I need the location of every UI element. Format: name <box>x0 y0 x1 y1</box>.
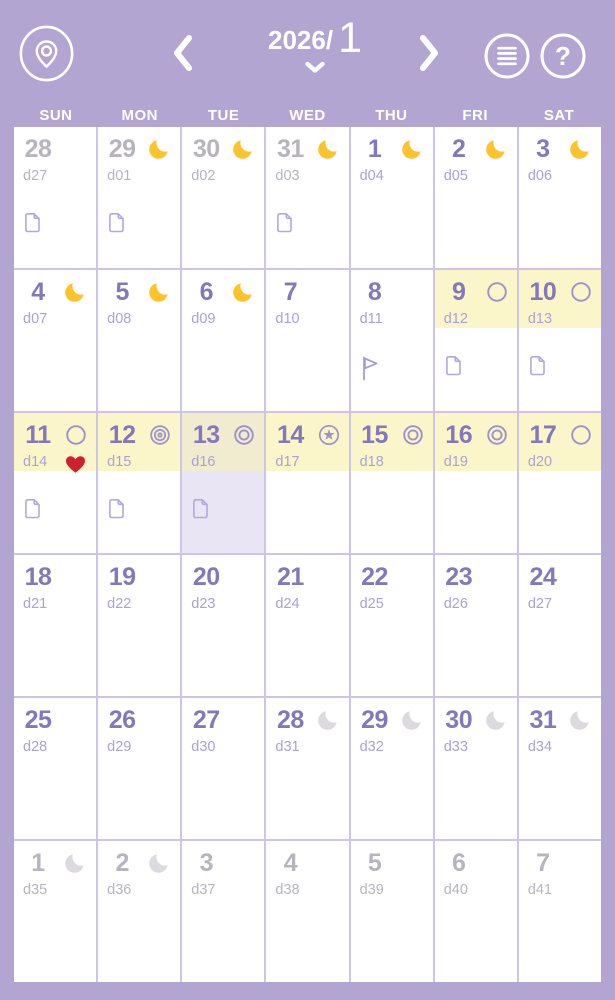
weekday-label: MON <box>121 106 159 124</box>
moon-icon <box>63 850 89 876</box>
day-number: 5 <box>367 849 382 878</box>
cell-event-icons <box>274 211 295 234</box>
cycle-day-label: d26 <box>443 596 468 613</box>
day-number: 27 <box>192 706 220 735</box>
cycle-day-label: d02 <box>191 168 216 184</box>
flag-icon <box>359 354 382 383</box>
weekday-label: THU <box>375 106 408 124</box>
day-number: 23 <box>445 563 473 592</box>
moon-icon <box>484 136 510 162</box>
calendar-cell-d31[interactable] <box>266 698 348 839</box>
calendar-cell-d02[interactable] <box>182 127 264 268</box>
note-icon <box>274 211 295 234</box>
cycle-day-label: d06 <box>527 168 553 184</box>
cycle-day-label: d39 <box>359 882 384 899</box>
cycle-day-label: d28 <box>23 739 48 756</box>
day-number: 1 <box>31 849 45 878</box>
day-number: 15 <box>361 420 388 449</box>
list-menu-icon <box>484 33 530 79</box>
cycle-day-label: d08 <box>107 310 132 327</box>
day-number: 8 <box>367 277 382 306</box>
calendar-cell-d09[interactable] <box>182 270 264 411</box>
calendar-cell-d08[interactable] <box>98 270 180 411</box>
weekday-label: SAT <box>543 106 575 124</box>
calendar-cell-d19[interactable] <box>435 413 517 554</box>
day-number: 9 <box>452 277 466 306</box>
year-label: 2026/ <box>268 25 334 55</box>
cell-event-icons <box>190 497 211 520</box>
day-number: 5 <box>115 277 129 306</box>
day-number: 24 <box>529 563 557 592</box>
day-number: 25 <box>24 706 52 735</box>
cycle-day-label: d36 <box>107 882 132 899</box>
cycle-day-label: d33 <box>443 739 468 756</box>
month-label: 1 <box>338 14 362 62</box>
day-number: 31 <box>277 135 304 163</box>
weekday-row <box>14 103 601 127</box>
note-icon <box>190 497 211 520</box>
day-number: 11 <box>25 420 51 449</box>
moon-icon <box>316 136 342 162</box>
month-year-title <box>268 16 362 60</box>
cell-event-icons <box>106 497 127 520</box>
star-mark-icon <box>316 422 342 448</box>
calendar-cell-d06[interactable] <box>519 127 601 268</box>
day-number: 26 <box>108 706 136 735</box>
calendar-cell-d05[interactable] <box>435 127 517 268</box>
cycle-day-label: d07 <box>23 310 48 327</box>
cycle-day-label: d32 <box>359 739 384 756</box>
cycle-day-label: d30 <box>191 739 216 756</box>
day-number: 13 <box>192 420 220 449</box>
day-number: 2 <box>115 849 129 878</box>
chevron-down-icon <box>304 61 326 74</box>
help-button[interactable] <box>540 33 586 79</box>
note-icon <box>106 211 127 234</box>
calendar-cell-d16[interactable] <box>182 413 264 554</box>
double-mark-icon <box>400 422 426 448</box>
day-number: 19 <box>108 563 136 592</box>
cycle-day-label: d27 <box>23 168 48 184</box>
day-number: 10 <box>529 277 557 306</box>
moon-icon <box>316 707 342 733</box>
calendar-cell-d04[interactable] <box>351 127 433 268</box>
next-month-button[interactable] <box>416 32 444 74</box>
moon-icon <box>231 279 257 305</box>
calendar-cell-d11[interactable] <box>351 270 433 411</box>
list-menu-button[interactable] <box>484 33 530 79</box>
cell-event-icons <box>527 354 548 377</box>
calendar-cell-d27[interactable] <box>519 555 601 696</box>
cell-event-icons <box>106 211 127 234</box>
calendar-cell-d22[interactable] <box>98 555 180 696</box>
calendar-cell-d12[interactable] <box>435 270 517 411</box>
day-number: 30 <box>445 706 473 735</box>
month-year-dropdown[interactable] <box>245 16 385 80</box>
cycle-day-label: d20 <box>527 453 553 470</box>
moon-icon <box>147 279 173 305</box>
day-number: 20 <box>192 563 220 592</box>
day-number: 22 <box>361 563 388 592</box>
calendar-cell-d27[interactable] <box>14 127 96 268</box>
calendar-cell-d20[interactable] <box>519 413 601 554</box>
calendar-cell-d25[interactable] <box>351 555 433 696</box>
cycle-day-label: d04 <box>359 168 384 184</box>
cycle-day-label: d18 <box>359 453 384 470</box>
cycle-day-label: d24 <box>275 596 300 613</box>
circle-mark-icon <box>63 422 89 448</box>
cycle-day-label: d29 <box>107 739 132 756</box>
calendar-cell-d23[interactable] <box>182 555 264 696</box>
cycle-day-label: d15 <box>107 453 132 470</box>
moon-icon <box>400 136 426 162</box>
note-icon <box>22 497 43 520</box>
calendar-cell-d15[interactable] <box>98 413 180 554</box>
cycle-day-label: d23 <box>191 596 216 613</box>
cycle-day-label: d35 <box>23 882 48 899</box>
moon-icon <box>484 707 510 733</box>
weekday-label: WED <box>289 106 326 124</box>
day-number: 21 <box>277 563 304 592</box>
cycle-day-label: d38 <box>275 882 300 899</box>
cell-event-icons <box>22 211 43 234</box>
note-icon <box>443 354 464 377</box>
calendar-cell-d37[interactable] <box>182 841 264 982</box>
cycle-day-label: d17 <box>275 453 300 470</box>
cycle-day-label: d34 <box>527 739 553 756</box>
calendar-cell-d14[interactable] <box>14 413 96 554</box>
double-mark-icon <box>484 422 510 448</box>
calendar-cell-d38[interactable] <box>266 841 348 982</box>
note-icon <box>22 211 43 234</box>
weekday-label: SUN <box>39 106 73 124</box>
calendar-cell-d41[interactable] <box>519 841 601 982</box>
heart-icon <box>65 455 86 474</box>
day-number: 28 <box>277 706 304 735</box>
moon-icon <box>147 136 173 162</box>
moon-icon <box>568 136 594 162</box>
day-number: 1 <box>367 135 382 163</box>
moon-icon <box>400 707 426 733</box>
day-number: 16 <box>445 420 473 449</box>
day-number: 2 <box>452 135 466 163</box>
cycle-day-label: d21 <box>23 596 48 613</box>
cycle-day-label: d27 <box>527 596 553 613</box>
day-number: 4 <box>31 277 45 306</box>
calendar-cell-d10[interactable] <box>266 270 348 411</box>
location-pin-icon <box>19 25 74 82</box>
cell-event-icons <box>443 354 464 377</box>
calendar-cell-d17[interactable] <box>266 413 348 554</box>
day-number: 18 <box>24 563 52 592</box>
calendar-cell-d28[interactable] <box>14 698 96 839</box>
calendar-cell-d21[interactable] <box>14 555 96 696</box>
moon-icon <box>568 707 594 733</box>
day-number: 29 <box>361 706 388 735</box>
calendar-cell-d32[interactable] <box>351 698 433 839</box>
chevron-left-icon <box>168 32 196 74</box>
calendar-cell-d34[interactable] <box>519 698 601 839</box>
cycle-day-label: d31 <box>275 739 300 756</box>
svg-text:?: ? <box>555 41 571 71</box>
cycle-day-label: d11 <box>359 310 383 327</box>
cycle-day-label: d01 <box>107 168 132 184</box>
cycle-day-label: d19 <box>443 453 468 470</box>
calendar-cell-d26[interactable] <box>435 555 517 696</box>
day-number: 6 <box>452 849 466 878</box>
day-number: 3 <box>199 849 213 878</box>
day-number: 4 <box>283 849 298 878</box>
cycle-day-label: d13 <box>527 310 553 327</box>
day-number: 31 <box>529 706 557 735</box>
cell-event-icons <box>22 497 43 520</box>
prev-month-button[interactable] <box>168 32 196 74</box>
cycle-day-label: d22 <box>107 596 132 613</box>
cycle-day-label: d14 <box>23 453 48 470</box>
cycle-day-label: d41 <box>527 882 553 899</box>
calendar-cell-d36[interactable] <box>98 841 180 982</box>
cycle-day-label: d37 <box>191 882 216 899</box>
moon-icon <box>231 136 257 162</box>
note-icon <box>527 354 548 377</box>
day-number: 3 <box>536 135 550 163</box>
cycle-day-label: d40 <box>443 882 468 899</box>
calendar-cell-d03[interactable] <box>266 127 348 268</box>
cycle-day-label: d03 <box>275 168 300 184</box>
help-question-icon <box>540 33 586 79</box>
chevron-right-icon <box>416 32 444 74</box>
cycle-day-label: d05 <box>443 168 468 184</box>
moon-icon <box>147 850 173 876</box>
day-number: 6 <box>199 277 213 306</box>
circle-mark-icon <box>484 279 510 305</box>
calendar-grid <box>14 127 601 982</box>
day-number: 14 <box>277 420 304 449</box>
moon-icon <box>63 279 89 305</box>
bullseye-mark-icon <box>147 422 173 448</box>
day-number: 29 <box>108 135 136 163</box>
calendar-cell-d40[interactable] <box>435 841 517 982</box>
day-number: 28 <box>24 135 52 163</box>
circle-mark-icon <box>568 422 594 448</box>
weekday-label: TUE <box>207 106 240 124</box>
weekday-label: FRI <box>462 106 489 124</box>
calendar-cell-d39[interactable] <box>351 841 433 982</box>
calendar-cell-d13[interactable] <box>519 270 601 411</box>
cycle-day-label: d12 <box>443 310 468 327</box>
calendar-cell-d33[interactable] <box>435 698 517 839</box>
calendar-cell-d07[interactable] <box>14 270 96 411</box>
day-number: 30 <box>192 135 220 163</box>
cycle-day-label: d09 <box>191 310 216 327</box>
calendar-cell-d29[interactable] <box>98 698 180 839</box>
day-number: 7 <box>283 277 298 306</box>
calendar-cell-d18[interactable] <box>351 413 433 554</box>
cycle-day-label: d25 <box>359 596 384 613</box>
cycle-day-label: d16 <box>191 453 216 470</box>
circle-mark-icon <box>568 279 594 305</box>
day-number: 12 <box>108 420 136 449</box>
calendar-cell-d30[interactable] <box>182 698 264 839</box>
calendar-cell-d24[interactable] <box>266 555 348 696</box>
cell-event-icons <box>359 354 382 383</box>
note-icon <box>106 497 127 520</box>
calendar-cell-d35[interactable] <box>14 841 96 982</box>
day-number: 17 <box>529 420 557 449</box>
day-number: 7 <box>536 849 550 878</box>
double-mark-icon <box>231 422 257 448</box>
cycle-day-label: d10 <box>275 310 300 327</box>
location-button[interactable] <box>19 25 74 82</box>
calendar-cell-d01[interactable] <box>98 127 180 268</box>
